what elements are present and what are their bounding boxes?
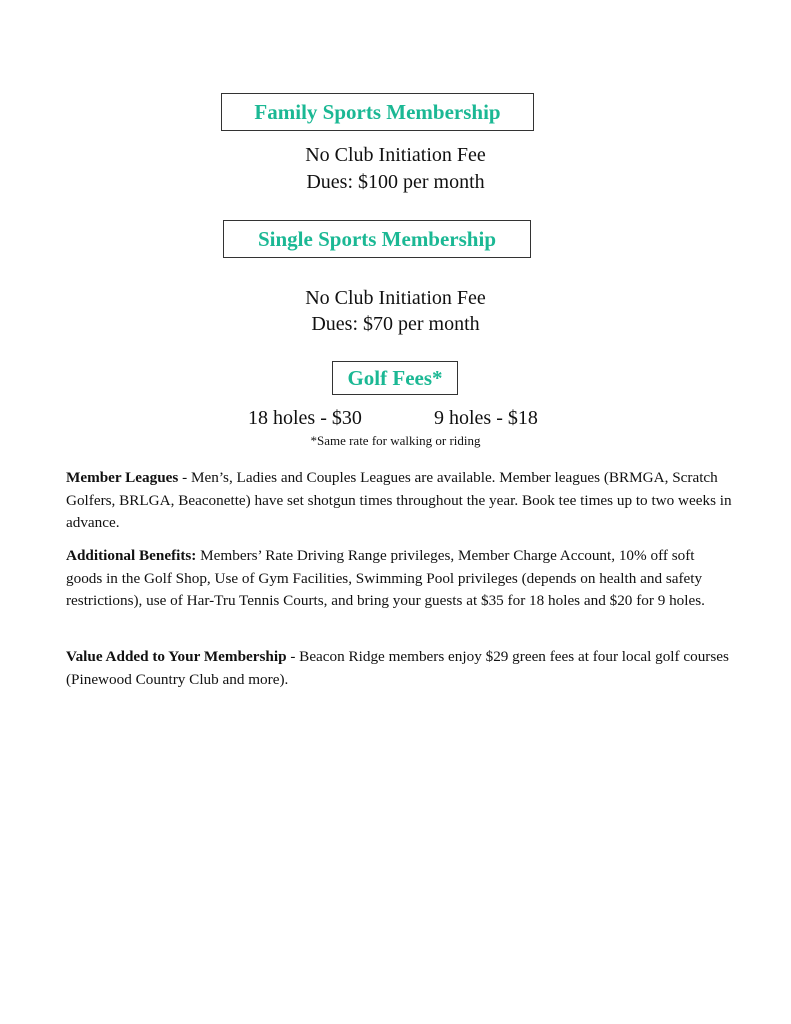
member-leagues-heading: Member Leagues	[66, 469, 179, 486]
golf-fees-title: Golf Fees*	[347, 365, 443, 390]
member-leagues-paragraph	[66, 467, 732, 535]
family-membership-title-box	[221, 93, 534, 131]
golf-fees-title-box	[332, 361, 458, 395]
additional-benefits-heading: Additional Benefits:	[66, 547, 197, 564]
value-added-paragraph	[66, 646, 732, 691]
additional-benefits-text: Members’ Rate Driving Range privileges, Member Charge Account, 10% off soft goods in the Golf Shop, Use of Gym Facilities, Swimming Pool privileges (depends on health and safety restrictions), use of Har-Tru Tennis Courts, and bring your guests at $35 for 18 holes and $20 for 9 holes.	[66, 547, 705, 609]
family-membership-title: Family Sports Membership	[254, 99, 501, 124]
member-leagues-text: - Men’s, Ladies and Couples Leagues are available. Member leagues (BRMGA, Scratch Golfers, BRLGA, Beaconette) have set shotgun times throughout the year. Book tee times up to two weeks in advance.	[66, 469, 732, 531]
single-initiation-fee: No Club Initiation Fee	[305, 287, 486, 309]
value-added-text: - Beacon Ridge members enjoy $29 green fees at four local golf courses (Pinewood Country Club and more).	[66, 648, 729, 688]
golf-rate-18-holes: 18 holes - $30	[248, 407, 362, 429]
single-dues: Dues: $70 per month	[311, 313, 480, 335]
value-added-heading: Value Added to Your Membership	[66, 648, 287, 665]
golf-rate-note: *Same rate for walking or riding	[310, 433, 481, 448]
family-dues: Dues: $100 per month	[306, 171, 485, 193]
single-membership-title: Single Sports Membership	[257, 226, 496, 251]
family-initiation-fee: No Club Initiation Fee	[305, 144, 486, 166]
golf-rate-9-holes: 9 holes - $18	[434, 407, 538, 429]
additional-benefits-paragraph	[66, 545, 732, 613]
single-membership-title-box	[223, 220, 531, 258]
